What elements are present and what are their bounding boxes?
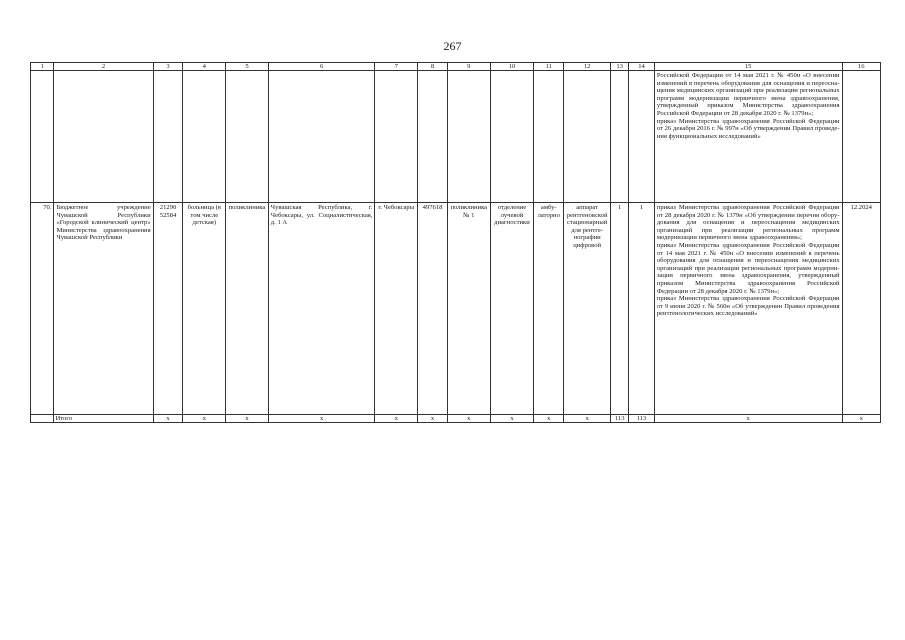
row-number: 70. [31,203,54,415]
division-type: поликлиника [226,203,269,415]
total-cell: x [153,415,183,423]
col-header: 14 [629,63,655,71]
page-number: 267 [443,39,462,53]
address: Чувашская Республика, г. Чебоксары, ул. Социалистическая, д. 1 А [268,203,375,415]
total-cell: x [842,415,880,423]
total-cell: x [183,415,226,423]
col-header: 3 [153,63,183,71]
col-header: 1 [31,63,54,71]
table-row [31,203,881,415]
total-cell: x [226,415,269,423]
deadline: 12.2024 [842,203,880,415]
legal-basis-text: Российской Федерации от 14 мая 2021 г. № 450н «О внесении изменений в перечень оборудования для оснащения и переоснащения медицинских организаций при реализации региональных программ модернизации первичного звена здравоохранения, утвержденный приказом Министерства здравоохранения Российской Федерации от 28 декабря 2020 г. № 1379н»; [656,72,840,117]
population: 497618 [418,203,448,415]
department: отделение лучевой диагностики [490,203,534,415]
col-header: 12 [564,63,611,71]
total-quantity-c13: 113 [611,415,629,423]
settlement: г. Чебоксары [375,203,418,415]
col-header: 6 [268,63,375,71]
total-cell: x [534,415,564,423]
total-cell: x [564,415,611,423]
legal-basis-cell [654,203,842,415]
total-cell: x [490,415,534,423]
quantity-c14: 1 [629,203,655,415]
col-header: 16 [842,63,880,71]
total-row [31,415,881,423]
col-header: 10 [490,63,534,71]
organization-code: 21290 52584 [153,203,183,415]
legal-basis-text: приказ Министерства здравоохранения Российской Федерации от 9 июня 2020 г. № 560н «Об утверждении Правил проведения рентгенологических исследований» [656,295,840,318]
total-cell: x [375,415,418,423]
legal-basis-text: приказ Министерства здравоохранения Российской Федерации от 14 мая 2021 г. № 450н «О внесении изменений в перечень оборудования для оснащения и переоснащения медицинских организаций при реализации региональных программ модернизации первичного звена здравоохранения, утвержденный приказом Министерства здравоохранения Российской Федерации от 28 декабря 2020 г. № 1379н»; [656,241,840,295]
col-header: 11 [534,63,564,71]
column-number-row [31,63,881,71]
total-label: Итого [54,415,153,423]
total-cell: x [654,415,842,423]
col-header: 4 [183,63,226,71]
col-header: 5 [226,63,269,71]
col-header: 13 [611,63,629,71]
col-header: 9 [447,63,490,71]
legal-basis-text: приказ Министерства здравоохранения Российской Федерации от 26 декабря 2016 г. № 997н «Об утверждении Правил проведения функциональных исследований» [656,117,840,140]
equipment-name: аппарат рентгеновской стационарный для рентгенографии цифровой [564,203,611,415]
continuation-row [31,71,881,203]
col-header: 8 [418,63,448,71]
col-header: 2 [54,63,153,71]
quantity-c13: 1 [611,203,629,415]
legal-basis-cell [654,71,842,203]
total-cell: x [418,415,448,423]
care-conditions: амбулаторно [534,203,564,415]
organization-type: больница (в том числе детская) [183,203,226,415]
legal-basis-text: приказ Министерства здравоохранения Российской Федерации от 28 декабря 2020 г. № 1379н «Об утверждении перечня оборудования для оснащения и переоснащения медицинских организаций при реализации региональных программ модернизации первичного звена здравоохранения»; [656,204,840,242]
col-header: 15 [654,63,842,71]
equipment-table [30,62,881,423]
total-cell: x [447,415,490,423]
total-cell: x [268,415,375,423]
subdivision: поликлиника № 1 [447,203,490,415]
organization-name: Бюджетное учреждение Чувашской Республики «Городской клинический центр» Министерства здравоохранения Чувашской Республики [54,203,153,415]
total-quantity-c14: 113 [629,415,655,423]
col-header: 7 [375,63,418,71]
